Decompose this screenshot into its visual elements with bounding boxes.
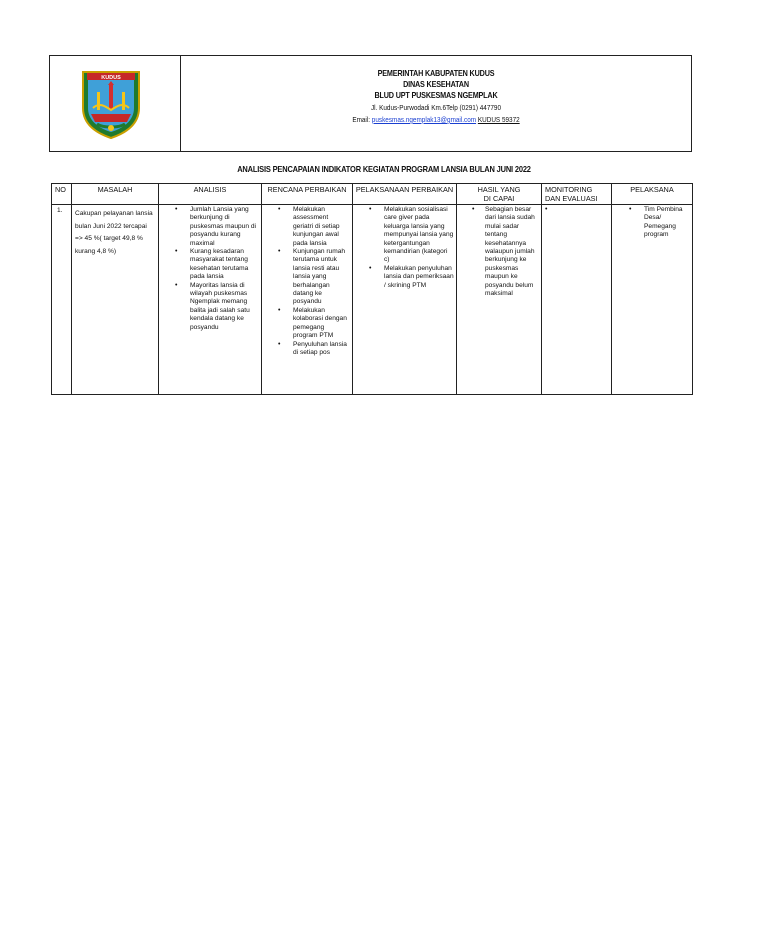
list-item: • Mayoritas lansia di wilayah puskesmas Ngemplak memang balita jadi salah satu kendala datang ke posyandu	[190, 282, 259, 332]
logo-cell	[50, 56, 181, 151]
svg-text:KUDUS: KUDUS	[101, 75, 121, 81]
letterhead	[49, 55, 692, 152]
header-rencana: RENCANA PERBAIKAN	[262, 184, 353, 205]
cell-monitoring	[542, 205, 612, 395]
list-item: • Kunjungan rumah terutama untuk lansia resti atau lansia yang berhalangan datang ke posyandu	[293, 248, 350, 307]
header-pelaksanaan: PELAKSANAAN PERBAIKAN	[353, 184, 457, 205]
list-item: • Melakukan kolaborasi dengan pemegang program PTM	[293, 307, 350, 341]
kudus-regency-emblem	[79, 68, 143, 140]
institution-name: BLUD UPT PUSKESMAS NGEMPLAK	[374, 90, 498, 100]
list-item: • Melakukan sosialisasi care giver pada keluarga lansia yang mempunyai lansia yang ketergantungan kemandirian (kategori c)	[384, 206, 454, 265]
contact-line	[219, 114, 653, 126]
header-monitoring	[542, 184, 612, 205]
list-item: • Melakukan assessment geriatri di setiap kunjungan awal pada lansia	[293, 206, 350, 248]
list-item: • Tim Pembina Desa/ Pemegang program	[644, 206, 690, 240]
header-pelaksana: PELAKSANA	[612, 184, 693, 205]
cell-pelaksana	[612, 205, 693, 395]
cell-no: 1.	[52, 205, 72, 395]
list-item: • Sebagian besar dari lansia sudah mulai sadar tentang kesehatannya walaupun jumlah berkunjung ke puskesmas maupun ke posyandu belum maksimal	[485, 206, 539, 298]
list-item: • Penyuluhan lansia di setiap pos	[293, 341, 350, 358]
list-item: • Kurang kesadaran masyarakat tentang kesehatan terutama pada lansia	[190, 248, 259, 282]
cell-pelaksanaan	[353, 205, 457, 395]
table-header-row	[52, 184, 693, 205]
header-monitoring-line2: DAN EVALUASI	[545, 194, 598, 203]
email-label: Email:	[352, 115, 371, 124]
government-name: PEMERINTAH KABUPATEN KUDUS	[377, 68, 495, 78]
cell-analisis	[159, 205, 262, 395]
cell-rencana	[262, 205, 353, 395]
header-no: NO	[52, 184, 72, 205]
address: Jl. Kudus-Purwodadi Km.6Telp (0291) 447790	[370, 103, 502, 112]
list-item: • Jumlah Lansia yang berkunjung di puskesmas maupun di posyandu kurang maximal	[190, 206, 259, 248]
header-hasil-line2: DI CAPAI	[483, 194, 515, 203]
cell-hasil	[457, 205, 542, 395]
analysis-table	[51, 183, 693, 395]
letterhead-text	[181, 56, 691, 151]
header-hasil	[457, 184, 542, 205]
header-analisis: ANALISIS	[159, 184, 262, 205]
document-title: ANALISIS PENCAPAIAN INDIKATOR KEGIATAN PROGRAM LANSIA BULAN JUNI 2022	[237, 164, 531, 174]
postal-code: KUDUS 59372	[477, 115, 520, 124]
header-hasil-line1: HASIL YANG	[477, 185, 521, 194]
list-item: • Melakukan penyuluhan lansia dan pemeriksaan / skrining PTM	[384, 265, 454, 290]
table-row	[52, 205, 693, 395]
header-masalah: MASALAH	[72, 184, 159, 205]
header-monitoring-line1: MONITORING	[545, 185, 593, 194]
email-link[interactable]: puskesmas.ngemplak13@gmail.com	[371, 115, 477, 124]
cell-masalah: Cakupan pelayanan lansia bulan Juni 2022 tercapai => 45 %( target 49,8 % kurang 4,8 %)	[72, 205, 159, 395]
agency-name: DINAS KESEHATAN	[403, 79, 469, 89]
